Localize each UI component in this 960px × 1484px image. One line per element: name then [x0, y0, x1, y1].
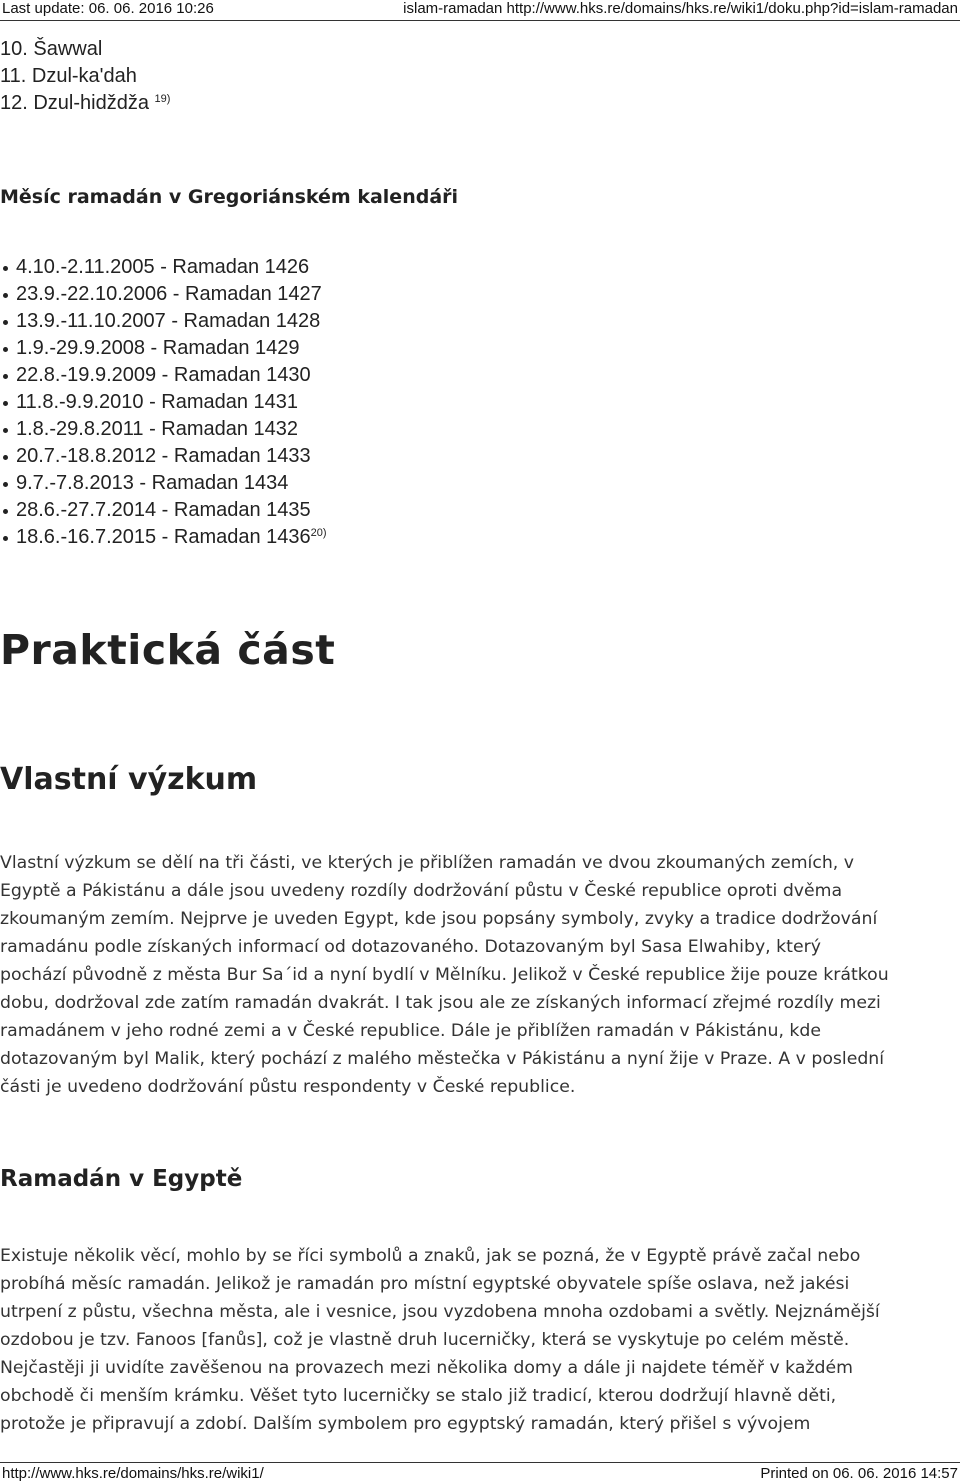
footnote-link[interactable]: 19)	[154, 93, 171, 105]
list-item: 4.10.-2.11.2005 - Ramadan 1426	[0, 254, 327, 281]
paragraph-line: ozdobou je tzv. Fanoos [fanůs], což je vlastně druh lucerničky, která se vyskytuje po celém městě.	[0, 1330, 850, 1350]
section-heading-egypt: Ramadán v Egyptě	[0, 1166, 243, 1192]
paragraph-line: Existuje několik věcí, mohlo by se říci symbolů a znaků, jak se pozná, že v Egyptě právě začal nebo	[0, 1246, 861, 1266]
ramadan-date-list	[0, 254, 327, 551]
list-item: 22.8.-19.9.2009 - Ramadan 1430	[0, 362, 327, 389]
footnote-link[interactable]: 20)	[310, 527, 327, 539]
list-item: 10. Šawwal	[0, 38, 103, 60]
printed-date: Printed on 06. 06. 2016 14:57	[760, 1465, 958, 1482]
wiki-url[interactable]: http://www.hks.re/domains/hks.re/wiki1/	[2, 1465, 264, 1482]
list-item: 1.8.-29.8.2011 - Ramadan 1432	[0, 416, 327, 443]
print-footer	[0, 1462, 960, 1484]
list-item: 13.9.-11.10.2007 - Ramadan 1428	[0, 308, 327, 335]
paragraph-line: dobu, dodržoval zde zatím ramadán dvakrát. I tak jsou ale ze získaných informací zřejmé rozdíly mezi	[0, 993, 881, 1013]
paragraph-line: Nejčastěji ji uvidíte zavěšenou na provazech mezi několika domy a dále ji najdete téměř v každém	[0, 1358, 853, 1378]
paragraph-line: dotazovaným byl Malik, který pochází z malého městečka v Pákistánu a nyní žije v Praze. A v poslední	[0, 1049, 885, 1069]
list-item: 9.7.-7.8.2013 - Ramadan 1434	[0, 470, 327, 497]
paragraph-line: pochází původně z města Bur Sa´id a nyní bydlí v Mělníku. Jelikož v České republice žije pouze krátkou	[0, 965, 889, 985]
egypt-paragraph	[0, 1242, 960, 1438]
paragraph-line: Vlastní výzkum se dělí na tři části, ve kterých je přiblížen ramadán ve dvou zkoumaných zemích, v	[0, 853, 855, 873]
list-item: 12. Dzul-hidždža $^{19)}$	[0, 92, 171, 114]
list-item: 23.9.-22.10.2006 - Ramadan 1427	[0, 281, 327, 308]
page-heading-practical: Praktická část	[0, 626, 336, 674]
list-item: 1.9.-29.9.2008 - Ramadan 1429	[0, 335, 327, 362]
paragraph-line: ramadánem v jeho rodné zemi a v České republice. Dále je přiblížen ramadán v Pákistánu, kde	[0, 1021, 822, 1041]
paragraph-line: utrpení z půstu, všechna města, ale i vesnice, jsou vyzdobena mnoha ozdobami a světly. Nejznámější	[0, 1302, 880, 1322]
last-update: Last update: 06. 06. 2016 10:26	[2, 0, 214, 17]
list-item: 18.6.-16.7.2015 - Ramadan 1436$^{20)}$	[0, 524, 327, 551]
research-paragraph	[0, 849, 960, 1101]
section-heading-research: Vlastní výzkum	[0, 762, 258, 797]
list-item: 11.8.-9.9.2010 - Ramadan 1431	[0, 389, 327, 416]
paragraph-line: obchodě či menším krámku. Věšet tyto lucerničky se stalo již tradicí, kterou dodržují hlavně děti,	[0, 1386, 837, 1406]
month-list	[0, 36, 170, 117]
paragraph-line: zkoumaným zemím. Nejprve je uveden Egypt, kde jsou popsány symboly, zvyky a tradice dodržování	[0, 909, 878, 929]
list-item: 11. Dzul-ka'dah	[0, 65, 137, 87]
page-url[interactable]: islam-ramadan http://www.hks.re/domains/hks.re/wiki1/doku.php?id=islam-ramadan	[403, 0, 958, 17]
print-header	[0, 0, 960, 21]
paragraph-line: Egyptě a Pákistánu a dále jsou uvedeny rozdíly dodržování půstu v České republice oproti dvěma	[0, 881, 843, 901]
paragraph-line: protože je připravují a zdobí. Dalším symbolem pro egyptský ramadán, který přišel s vývojem	[0, 1414, 811, 1434]
section-heading-gregorian: Měsíc ramadán v Gregoriánském kalendáři	[0, 186, 459, 208]
list-item: 28.6.-27.7.2014 - Ramadan 1435	[0, 497, 327, 524]
list-item: 20.7.-18.8.2012 - Ramadan 1433	[0, 443, 327, 470]
paragraph-line: probíhá měsíc ramadán. Jelikož je ramadán pro místní egyptské obyvatele spíše oslava, než jakési	[0, 1274, 850, 1294]
paragraph-line: ramadánu podle získaných informací od dotazovaného. Dotazovaným byl Sasa Elwahiby, který	[0, 937, 821, 957]
paragraph-line: části je uvedeno dodržování půstu respondenty v České republice.	[0, 1077, 576, 1097]
